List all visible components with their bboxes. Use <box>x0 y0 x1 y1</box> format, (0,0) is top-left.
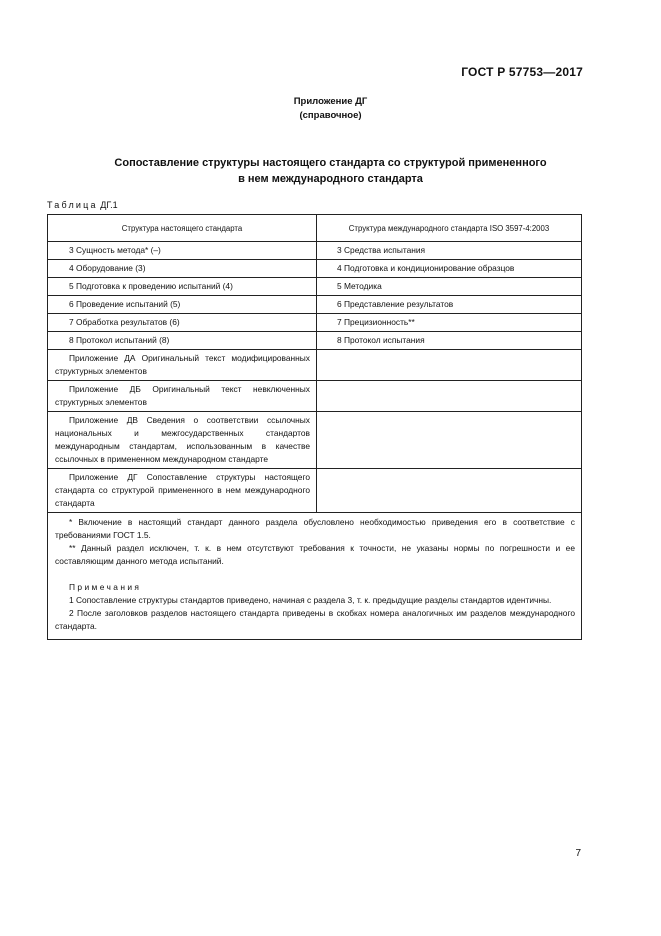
table-cell-left: 6 Проведение испытаний (5) <box>48 296 317 314</box>
table-row <box>48 314 582 332</box>
table-cell-right <box>317 381 582 412</box>
table-caption-number: ДГ.1 <box>100 200 118 210</box>
table-cell-right: 7 Прецизионность** <box>317 314 582 332</box>
footnote-2: ** Данный раздел исключен, т. к. в нем отсутствуют требования к точности, не указаны нормы по погрешности и ее составляющим данного метода испытаний. <box>55 543 575 566</box>
table-cell-right <box>317 350 582 381</box>
table-cell-left: Приложение ДГ Сопоставление структуры настоящего стандарта со структурой примененного в нем международного стандарта <box>48 469 317 513</box>
appendix-subtitle: (справочное) <box>299 110 362 121</box>
table-header-row <box>48 215 582 242</box>
comparison-table <box>47 214 582 640</box>
table-caption-word: Таблица <box>47 200 98 210</box>
note-2: 2 После заголовков разделов настоящего стандарта приведены в скобках номера аналогичных им разделов международного стандарта. <box>55 608 575 631</box>
table-cell-right: 6 Представление результатов <box>317 296 582 314</box>
table-row <box>48 296 582 314</box>
table-cell-left: Приложение ДВ Сведения о соответствии ссылочных национальных и межгосударственных стандартов международным стандартам, использованным в качестве ссылочных в примененном международном стандарте <box>48 412 317 469</box>
appendix-title: Приложение ДГ <box>293 96 368 107</box>
table-row <box>48 469 582 513</box>
column-header-international: Структура международного стандарта ISO 3597-4:2003 <box>317 215 582 242</box>
appendix-heading <box>0 95 661 123</box>
gost-number: ГОСТ Р 57753—2017 <box>461 65 583 79</box>
table-row <box>48 350 582 381</box>
table-notes-cell <box>48 513 582 640</box>
document-title-line-1: Сопоставление структуры настоящего стандарта со структурой примененного <box>114 157 547 169</box>
table-row <box>48 332 582 350</box>
table-cell-left: 8 Протокол испытаний (8) <box>48 332 317 350</box>
table-cell-left: Приложение ДБ Оригинальный текст невключенных структурных элементов <box>48 381 317 412</box>
document-title <box>60 155 601 187</box>
table-cell-left: 4 Оборудование (3) <box>48 260 317 278</box>
table-cell-left: Приложение ДА Оригинальный текст модифицированных структурных элементов <box>48 350 317 381</box>
table-cell-right <box>317 412 582 469</box>
table-row <box>48 242 582 260</box>
table-row <box>48 260 582 278</box>
table-cell-left: 3 Сущность метода* (–) <box>48 242 317 260</box>
table-cell-right <box>317 469 582 513</box>
note-1: 1 Сопоставление структуры стандартов приведено, начиная с раздела 3, т. к. предыдущие разделы стандартов идентичны. <box>69 595 552 605</box>
footnote-1: * Включение в настоящий стандарт данного раздела обусловлено необходимостью приведения его в соответствие с требованиями ГОСТ 1.5. <box>55 517 575 540</box>
table-cell-left: 5 Подготовка к проведению испытаний (4) <box>48 278 317 296</box>
table-cell-right: 8 Протокол испытания <box>317 332 582 350</box>
table-row <box>48 412 582 469</box>
page-number: 7 <box>575 848 581 859</box>
document-title-line-2: в нем международного стандарта <box>238 173 423 185</box>
table-caption <box>47 200 118 210</box>
table-cell-right: 5 Методика <box>317 278 582 296</box>
table-row <box>48 278 582 296</box>
table-cell-right: 4 Подготовка и кондиционирование образцов <box>317 260 582 278</box>
notes-heading: Примечания <box>69 582 142 592</box>
table-row <box>48 381 582 412</box>
table-cell-right: 3 Средства испытания <box>317 242 582 260</box>
table-notes-row <box>48 513 582 640</box>
column-header-national: Структура настоящего стандарта <box>48 215 317 242</box>
table-cell-left: 7 Обработка результатов (6) <box>48 314 317 332</box>
